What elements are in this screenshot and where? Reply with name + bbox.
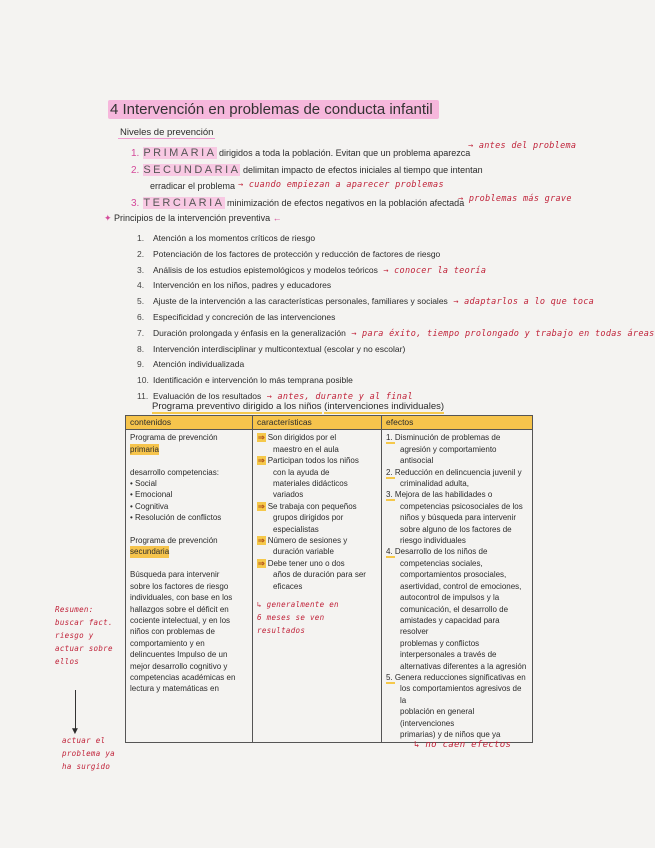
efecto-line xyxy=(386,683,528,706)
principio-item xyxy=(137,280,331,290)
efecto-text: riesgo individuales xyxy=(400,536,466,546)
efecto-text: Mejora de las habilidades o xyxy=(394,490,493,500)
principio-item xyxy=(137,328,655,339)
efecto-line xyxy=(386,729,528,740)
arrow-icon: ⇒ xyxy=(258,433,265,443)
efecto-line xyxy=(386,478,528,489)
principio-item xyxy=(137,296,594,307)
caracteristica-text: Se trabaja con pequeños xyxy=(267,501,357,511)
contenido-line: hallazgos sobre el déficit en xyxy=(130,604,229,614)
caracteristica-line xyxy=(257,432,377,443)
contenido-line: Programa de prevención xyxy=(130,433,218,443)
principio-text: Intervención interdisciplinar y multicontextual (escolar y no escolar) xyxy=(153,343,406,354)
contenido-line: Búsqueda para intervenir xyxy=(130,570,220,580)
caracteristica-text: Son dirigidos por el xyxy=(267,433,337,443)
caracteristica-line xyxy=(257,444,377,455)
principio-text: Potenciación de los factores de protección y reducción de factores de riesgo xyxy=(153,248,441,259)
arrow-icon: ⇒ xyxy=(258,558,265,568)
contenido-line: cociente intelectual, y en los xyxy=(130,615,231,625)
principio-number: 6. xyxy=(137,312,145,322)
principios-heading: ✦ Principios de la intervención preventiva ← xyxy=(104,213,282,223)
contenido-line: desarrollo competencias: xyxy=(130,467,219,477)
contenido-line: niños con problemas de xyxy=(130,627,215,637)
principio-item xyxy=(137,359,244,369)
level-note: → problemas más grave xyxy=(458,194,572,204)
caracteristica-text: variados xyxy=(273,490,304,500)
cell-caracteristicas xyxy=(253,430,382,743)
caracteristica-text: maestro en el aula xyxy=(273,444,339,454)
level-note: → antes del problema xyxy=(468,141,577,151)
caracteristica-item xyxy=(257,501,377,535)
principio-note: → para éxito, tiempo prolongado y trabajo en todas áreas xyxy=(345,328,655,339)
principio-text: Evaluación de los resultados xyxy=(153,391,262,401)
efecto-text: problemas y conflictos xyxy=(400,638,480,648)
contenido-line: lectura y matemáticas en xyxy=(130,684,219,694)
note-line: ha surgido xyxy=(62,762,111,771)
caracteristica-line xyxy=(257,546,377,557)
efecto-line xyxy=(386,569,528,580)
note-line: actuar sobre xyxy=(55,644,113,653)
efecto-line xyxy=(386,444,528,467)
note-line: actuar el xyxy=(62,736,106,745)
efecto-line xyxy=(386,535,528,546)
efecto-line xyxy=(386,546,528,557)
principio-item xyxy=(137,312,335,322)
principio-text: Atención individualizada xyxy=(153,359,245,370)
caracteristica-text: Participan todos los niños xyxy=(267,456,359,466)
caracteristica-line xyxy=(257,467,377,478)
efecto-line xyxy=(386,489,528,500)
efecto-line xyxy=(386,524,528,535)
efecto-number: 5. xyxy=(386,672,395,682)
program-title-text: Programa preventivo dirigido a los niños xyxy=(152,401,322,412)
principio-text: Atención a los momentos críticos de riesgo xyxy=(153,233,316,243)
efecto-text: criminalidad adulta, xyxy=(400,479,469,489)
contenido-line xyxy=(130,524,248,535)
principio-item xyxy=(137,265,486,276)
caracteristica-item xyxy=(257,455,377,501)
efecto-line xyxy=(386,661,528,672)
contenido-line: Programa de prevención xyxy=(130,536,218,546)
caracteristica-line xyxy=(257,558,377,569)
cell-contenidos xyxy=(126,430,253,743)
level-name: TERCIARIA xyxy=(143,197,225,209)
principio-item xyxy=(137,233,315,243)
efecto-line xyxy=(386,672,528,683)
level-text-cont: erradicar el problema xyxy=(150,181,236,191)
caracteristica-line xyxy=(257,501,377,512)
header-caracteristicas: características xyxy=(253,416,382,430)
efecto-line xyxy=(386,706,528,729)
efecto-line xyxy=(386,638,528,649)
efecto-line xyxy=(386,512,528,523)
level-text: dirigidos a toda la población. Evitan que un problema aparezca xyxy=(219,148,471,158)
caracteristica-item xyxy=(257,535,377,558)
efecto-line xyxy=(386,649,528,660)
note-line: Resumen: xyxy=(55,605,94,614)
efecto-text: interpersonales a través de xyxy=(400,650,497,660)
caracteristica-line xyxy=(257,478,377,489)
efecto-text: comportamientos prosociales, xyxy=(400,570,507,580)
efecto-text: población en general (intervenciones xyxy=(400,707,475,728)
principio-number: 11. xyxy=(137,391,149,401)
efecto-text: asertividad, control de emociones, xyxy=(400,581,522,591)
efecto-text: comunicación, el desarrollo de xyxy=(400,604,509,614)
level-text: delimitan impacto de efectos iniciales al tiempo que intentan xyxy=(242,165,483,175)
efecto-item xyxy=(386,489,528,546)
note-line: resultados xyxy=(257,626,306,636)
principio-text: Ajuste de la intervención a las características personales, familiares y sociales xyxy=(153,296,448,307)
caracteristica-text: grupos dirigidos por xyxy=(273,513,344,523)
efecto-line xyxy=(386,604,528,615)
principio-text: Duración prolongada y énfasis en la generalización xyxy=(153,327,346,338)
efecto-text: competencias sociales, xyxy=(400,558,483,568)
caracteristica-text: especialistas xyxy=(273,524,319,534)
bottom-margin-note xyxy=(62,734,115,773)
contenido-line: comportamiento y en xyxy=(130,638,205,648)
caracteristica-text: con la ayuda de xyxy=(273,467,330,477)
principio-number: 9. xyxy=(137,359,145,370)
level-number: 3. xyxy=(131,198,140,209)
caracteristica-text: materiales didácticos xyxy=(273,479,348,489)
efecto-text: alternativas diferentes a la agresión xyxy=(400,661,527,671)
program-title xyxy=(152,401,444,412)
efecto-text: Disminución de problemas de xyxy=(394,433,501,443)
note-line: 6 meses se ven xyxy=(257,613,325,623)
header-efectos: efectos xyxy=(382,416,533,430)
caracteristicas-note xyxy=(257,598,377,637)
left-margin-note xyxy=(55,603,113,668)
level-secundaria xyxy=(131,164,483,176)
efecto-number: 4. xyxy=(386,547,395,557)
page-title: 4 Intervención en problemas de conducta infantil xyxy=(108,100,439,119)
caracteristica-text: eficaces xyxy=(273,581,303,591)
arrow-icon: ⇒ xyxy=(258,536,265,546)
program-title-paren: (intervenciones individuales) xyxy=(324,401,445,412)
efecto-number: 3. xyxy=(386,490,395,500)
contenido-line: delincuentes Impulso de un xyxy=(130,650,228,660)
efecto-text: los comportamientos agresivos de la xyxy=(400,684,522,705)
contenido-line: secundaria xyxy=(130,547,170,557)
efecto-text: niños y búsqueda para intervenir xyxy=(400,513,517,523)
contenido-line: individuales, con base en los xyxy=(130,593,233,603)
contenido-line: mejor desarrollo cognitivo y xyxy=(130,661,228,671)
principio-number: 7. xyxy=(137,327,145,338)
principio-number: 8. xyxy=(137,343,145,354)
contenido-line: competencias académicas en xyxy=(130,672,236,682)
note-line: ↳ generalmente en xyxy=(257,600,339,610)
principio-note: → antes, durante y al final xyxy=(261,392,413,402)
down-arrow-line xyxy=(75,690,76,730)
level-name: PRIMARIA xyxy=(143,147,217,159)
down-arrow-head: ▼ xyxy=(70,726,80,737)
note-line: riesgo y xyxy=(55,631,94,640)
principio-text: Especificidad y concreción de las intervenciones xyxy=(153,312,336,322)
principio-note: → conocer la teoría xyxy=(377,265,487,276)
arrow-icon: ⇒ xyxy=(258,456,265,466)
efecto-text: Reducción en delincuencia juvenil y xyxy=(394,467,522,477)
contenido-line xyxy=(130,455,248,466)
principio-text: Intervención en los niños, padres y educadores xyxy=(153,280,332,291)
efecto-item xyxy=(386,432,528,466)
level-name: SECUNDARIA xyxy=(143,164,241,176)
principio-item xyxy=(137,344,405,354)
level-number: 1. xyxy=(131,148,140,159)
note-line: problema ya xyxy=(62,749,115,758)
efecto-line xyxy=(386,615,528,638)
level-primaria xyxy=(131,147,470,159)
principio-text: Identificación e intervención lo más temprana posible xyxy=(153,375,353,386)
principio-number: 3. xyxy=(137,264,145,275)
caracteristica-line xyxy=(257,569,377,580)
efecto-text: autocontrol de impulsos y la xyxy=(400,593,500,603)
table-header-row xyxy=(126,416,533,430)
efecto-item xyxy=(386,467,528,490)
efecto-line xyxy=(386,558,528,569)
efecto-number: 2. xyxy=(386,467,395,477)
header-contenidos: contenidos xyxy=(126,416,253,430)
cell-efectos xyxy=(382,430,533,743)
efecto-text: amistades y capacidad para resolver xyxy=(400,615,500,637)
efecto-item xyxy=(386,546,528,671)
efecto-text: primarias) y de niños que ya xyxy=(400,729,501,739)
principio-text: Análisis de los estudios epistemológicos y modelos teóricos xyxy=(153,264,378,275)
level-terciaria xyxy=(131,197,464,209)
level-note: → cuando empiezan a aparecer problemas xyxy=(238,180,444,190)
niveles-heading: Niveles de prevención xyxy=(120,127,214,138)
table-row xyxy=(126,430,533,743)
efecto-line xyxy=(386,581,528,592)
contenido-line xyxy=(130,558,248,569)
efectos-note: ↳ no caen efectos xyxy=(414,740,512,750)
principios-label: Principios de la intervención preventiva xyxy=(114,213,271,223)
caracteristica-line xyxy=(257,581,377,592)
principio-note: → adaptarlos a lo que toca xyxy=(447,297,595,308)
efecto-line xyxy=(386,432,528,443)
contenido-line: • Cognitiva xyxy=(130,501,169,511)
efecto-text: Genera reducciones significativas en xyxy=(394,672,526,682)
level-number: 2. xyxy=(131,165,140,176)
efecto-text: competencias psicosociales de los xyxy=(400,501,523,511)
contenido-line: • Social xyxy=(130,479,157,489)
principio-item xyxy=(137,249,440,259)
efecto-line xyxy=(386,501,528,512)
caracteristica-line xyxy=(257,524,377,535)
caracteristica-text: Debe tener uno o dos xyxy=(267,558,345,568)
principio-item xyxy=(137,375,353,385)
caracteristica-line xyxy=(257,455,377,466)
efecto-item xyxy=(386,672,528,740)
caracteristica-line xyxy=(257,512,377,523)
note-line: buscar fact. xyxy=(55,618,113,627)
caracteristica-item xyxy=(257,432,377,455)
principio-number: 1. xyxy=(137,233,145,243)
caracteristica-line xyxy=(257,489,377,500)
contenido-line: sobre los factores de riesgo xyxy=(130,581,229,591)
contenido-line: • Resolución de conflictos xyxy=(130,513,222,523)
efecto-number: 1. xyxy=(386,433,395,443)
caracteristica-text: duración variable xyxy=(273,547,334,557)
principio-number: 5. xyxy=(137,296,145,307)
level-text: minimización de efectos negativos en la población afectada xyxy=(227,198,465,208)
efecto-line xyxy=(386,592,528,603)
program-table xyxy=(125,415,533,743)
note-line: ellos xyxy=(55,657,80,666)
arrow-icon: ⇒ xyxy=(258,501,265,511)
efecto-text: Desarrollo de los niños de xyxy=(394,547,488,557)
principio-number: 4. xyxy=(137,280,145,291)
efecto-text: sobre alguno de los factores de xyxy=(400,524,512,534)
caracteristica-item xyxy=(257,558,377,592)
caracteristica-text: Número de sesiones y xyxy=(267,536,348,546)
efecto-line xyxy=(386,467,528,478)
contenido-line: primaria xyxy=(130,444,159,454)
principio-number: 2. xyxy=(137,248,145,259)
principio-number: 10. xyxy=(137,375,149,386)
efecto-text: agresión y comportamiento antisocial xyxy=(400,444,497,466)
caracteristica-text: años de duración para ser xyxy=(273,570,366,580)
caracteristica-line xyxy=(257,535,377,546)
contenido-line: • Emocional xyxy=(130,490,173,500)
